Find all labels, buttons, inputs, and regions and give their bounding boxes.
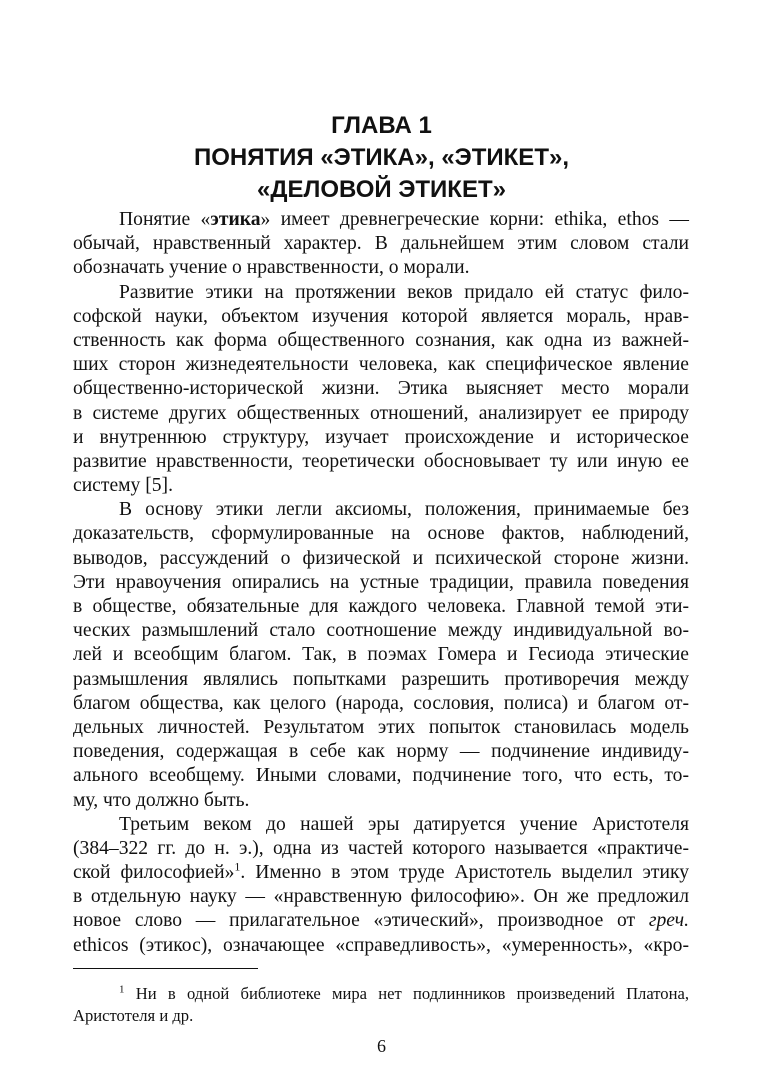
chapter-heading	[0, 110, 763, 206]
p3-line-2: доказательств, сформулированные на основе фактов, наблюдений,	[73, 523, 689, 545]
p2-line-5: общественно-исторической жизни. Этика выясняет место морали	[73, 378, 689, 400]
p4-line-5: новое слово — прилагательное «этический», производное от греч.	[73, 910, 689, 932]
p3-line-8: размышления являлись попытками разрешить противоречия между	[73, 668, 689, 690]
p2-line-9: систему [5].	[73, 475, 173, 497]
footnote-line-2: Аристотеля и др.	[73, 1006, 194, 1025]
term-ethics: этика	[210, 209, 261, 230]
p4-line-3: ской философией»$^1$. Именно в этом труде Аристотель выделил этику	[73, 859, 689, 884]
p4-line-4: в отдельную науку — «нравственную философию». Он же предложил	[73, 886, 689, 908]
chapter-title-line-1: ПОНЯТИЯ «ЭТИКА», «ЭТИКЕТ»,	[194, 144, 569, 171]
p3-line-5: в обществе, обязательные для каждого человека. Главной темой эти-	[73, 596, 689, 617]
p3-line-12: ального всеобщему. Иными словами, подчинение того, что есть, то-	[73, 765, 689, 787]
page-number: 6	[377, 1036, 386, 1056]
p4-line-6: ethicos (этикос), означающее «справедливость», «умеренность», «кро-	[73, 934, 689, 956]
p3-line-13: му, что должно быть.	[73, 789, 250, 811]
footnote-divider	[73, 968, 258, 969]
footnote-reference-1[interactable]: 1	[234, 859, 241, 874]
p3-line-4: Эти нравоучения опирались на устные традиции, правила поведения	[73, 571, 689, 593]
footnote-line-1: $^1$ Ни в одной библиотеке мира нет подлинников произведений Платона,	[119, 983, 689, 1003]
p4-line-2: (384–322 гг. до н. э.), одна из частей которого называется «практиче-	[73, 837, 689, 859]
p4-line-1: Третьим веком до нашей эры датируется учение Аристотеля	[119, 813, 689, 835]
chapter-number: ГЛАВА 1	[331, 112, 432, 139]
footnote-marker: 1	[119, 983, 125, 996]
p3-line-7: лей и всеобщим благом. Так, в поэмах Гомера и Гесиода этические	[73, 644, 689, 666]
p1-line-3: обозначать учение о нравственности, о морали.	[73, 257, 470, 279]
p1-line-2: обычай, нравственный характер. В дальнейшем этим словом стали	[73, 233, 689, 255]
p2-line-1: Развитие этики на протяжении веков придало ей статус фило-	[119, 281, 689, 303]
chapter-title-line-2: «ДЕЛОВОЙ ЭТИКЕТ»	[257, 176, 506, 203]
p3-line-3: выводов, рассуждений о физической и психической стороне жизни.	[73, 547, 689, 569]
p3-line-11: поведения, содержащая в себе как норму — подчинение индивиду-	[73, 741, 689, 763]
p2-line-6: в системе других общественных отношений, анализирует ее природу	[73, 402, 689, 424]
footnote	[73, 983, 689, 1027]
p3-line-1: В основу этики легли аксиомы, положения, принимаемые без	[119, 499, 689, 521]
p2-line-2: софской науки, объектом изучения которой является мораль, нрав-	[73, 305, 689, 327]
p2-line-8: развитие нравственности, теоретически обосновывает ту или иную ее	[73, 450, 689, 472]
p3-line-6: ческих размышлений стало соотношение между индивидуальной во-	[73, 620, 689, 642]
abbrev-greek: греч.	[648, 910, 689, 932]
p3-line-10: дельных личностей. Результатом этих попыток становилась модель	[73, 716, 689, 738]
p3-line-9: благом общества, как целого (народа, сословия, полиса) и благом от-	[73, 692, 689, 714]
p1-line-1: Понятие «этика» имеет древнегреческие корни: ethika, ethos —	[119, 209, 689, 230]
p2-line-3: ственность как форма общественного сознания, как одна из важней-	[73, 329, 689, 351]
p2-line-4: ших сторон жизнедеятельности человека, как специфическое явление	[73, 354, 689, 376]
body-text	[73, 208, 689, 958]
p2-line-7: и внутреннюю структуру, изучает происхождение и историческое	[73, 426, 689, 448]
